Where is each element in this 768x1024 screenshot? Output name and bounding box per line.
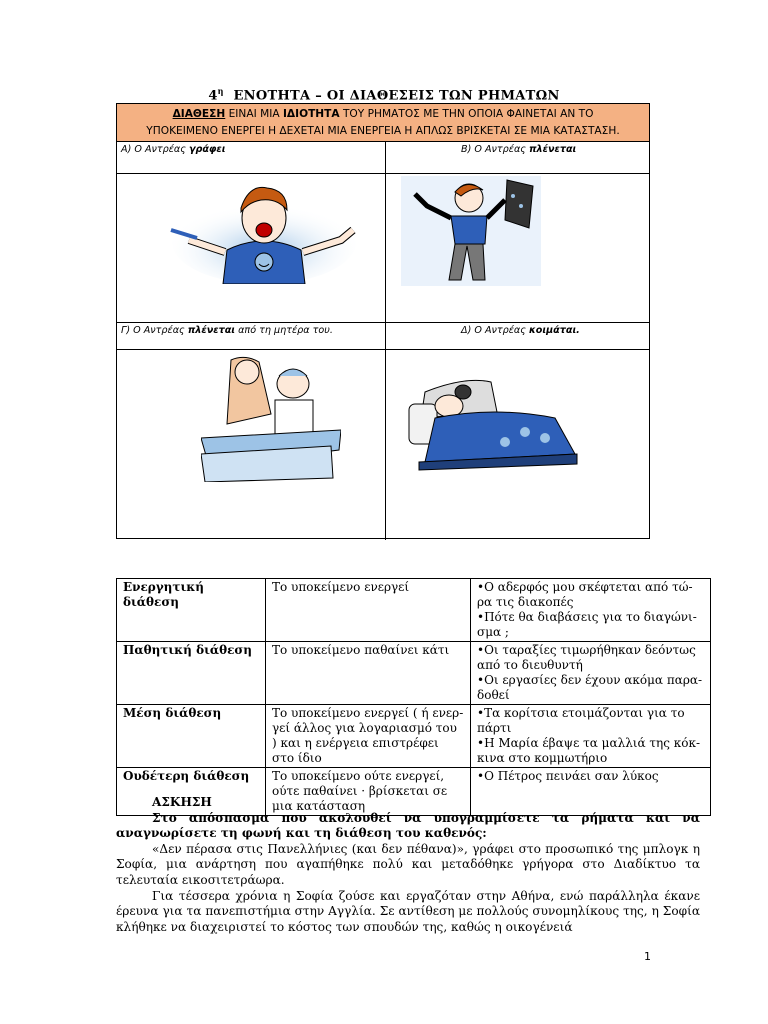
illustration-table: [116, 103, 650, 539]
exercise-instruction: Στο απόσπασμα που ακολουθεί να υπογραμμίσετε τα ρήματα και να αναγνωρίσετε τη φωνή και τη διάθεση του καθενός:: [116, 810, 700, 841]
table-row: [117, 579, 711, 642]
row-examples: •Οι ταραξίες τιμωρήθηκαν δεόντως από το διευθυντή •Οι εργασίες δεν έχουν ακόμα παρα-δοθεί: [471, 642, 711, 705]
row-description: Το υποκείμενο παθαίνει κάτι: [266, 642, 471, 705]
page-number: 1: [644, 950, 651, 963]
caption-d: Δ) Ο Αντρέας κοιμάται.: [461, 325, 580, 336]
row-heading: Ουδέτερη διάθεση: [117, 768, 266, 816]
table-row: [117, 705, 711, 768]
exercise-section: [116, 795, 700, 935]
boy-sleeping-illustration: [405, 372, 581, 476]
row-heading: Παθητική διάθεση: [117, 642, 266, 705]
table-row: [117, 642, 711, 705]
row-examples: •Τα κορίτσια ετοιμάζονται για το πάρτι •Η Μαρία έβαψε τα μαλλιά της κόκ-κινα στο κομμωτήριο: [471, 705, 711, 768]
boy-writing-illustration: [169, 180, 359, 284]
row-examples: •Ο Πέτρος πεινάει σαν λύκος: [471, 768, 711, 816]
row-description: Το υποκείμενο ούτε ενεργεί, ούτε παθαίνει · βρίσκεται σε μια κατάσταση: [266, 768, 471, 816]
row-description: Το υποκείμενο ενεργεί ( ή ενερ-γεί άλλος για λογαριασμό του ) και η ενέργεια επιστρέφει στο ίδιο: [266, 705, 471, 768]
caption-c: Γ) Ο Αντρέας πλένεται από τη μητέρα του.: [121, 325, 333, 336]
boy-washing-illustration: [401, 176, 541, 286]
exercise-paragraph-2: Για τέσσερα χρόνια η Σοφία ζούσε και εργαζόταν στην Αθήνα, ενώ παράλληλα έκανε έρευνα για τα πανεπιστήμια στην Αγγλία. Σε αντίθεση με πολλούς συνομηλίκους της, η Σοφία κλήθηκε να διαχειριστεί το κόστος των σπουδών της, καθώς η οικογένειά: [116, 888, 700, 934]
voice-table: [116, 578, 711, 816]
exercise-paragraph-1: «Δεν πέρασα στις Πανελλήνιες (και δεν πέθανα)», γράφει στο προσωπικό της μπλογκ η Σοφία, μια ανάρτηση που αγαπήθηκε πολύ και μεταδόθηκε γρήγορα στο Διαδίκτυο τα τελευταία εικοσιτετράωρα.: [116, 841, 700, 887]
mother-washing-boy-illustration: [201, 354, 341, 482]
row-description: Το υποκείμενο ενεργεί: [266, 579, 471, 642]
page-title: $4^\eta$ ΕΝΟΤΗΤΑ – ΟΙ ΔΙΑΘΕΣΕΙΣ ΤΩΝ ΡΗΜΑΤΩΝ: [208, 86, 560, 104]
caption-a: Α) Ο Αντρέας γράφει: [121, 144, 226, 155]
definition-banner: ΔΙΑΘΕΣΗ ΕΙΝΑΙ ΜΙΑ ΙΔΙΟΤΗΤΑ ΤΟΥ ΡΗΜΑΤΟΣ ΜΕ ΤΗΝ ΟΠΟΙΑ ΦΑΙΝΕΤΑΙ ΑΝ ΤΟ ΥΠΟΚΕΙΜΕΝΟ ΕΝΕΡΓΕΙ Η ΔΕΧΕΤΑΙ ΜΙΑ ΕΝΕΡΓΕΙΑ Η ΑΠΛΩΣ ΒΡΙΣΚΕΤΑΙ ΣΕ ΜΙΑ ΚΑΤΑΣΤΑΣΗ.: [117, 104, 649, 142]
row-examples: •Ο αδερφός μου σκέφτεται από τώ-ρα τις διακοπές •Πότε θα διαβάσεις για το διαγώνι-σμα ;: [471, 579, 711, 642]
row-heading: Ενεργητική διάθεση: [117, 579, 266, 642]
caption-b: Β) Ο Αντρέας πλένεται: [461, 144, 577, 155]
exercise-heading: ΑΣΚΗΣΗ: [152, 795, 212, 809]
row-heading: Μέση διάθεση: [117, 705, 266, 768]
